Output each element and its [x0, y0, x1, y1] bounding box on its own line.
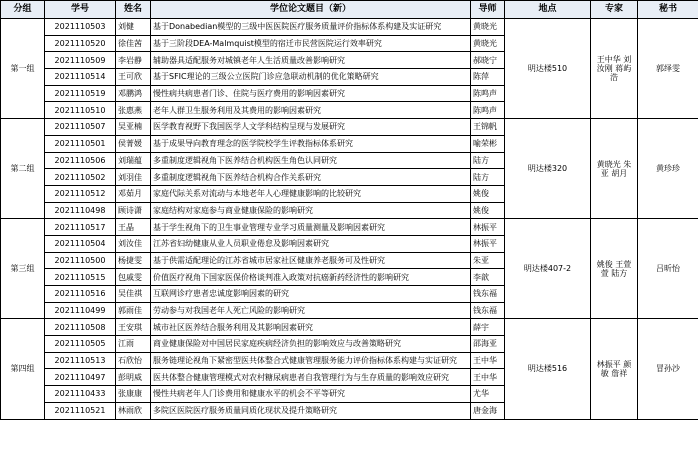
- advisor-name: 王锦帆: [471, 119, 505, 136]
- thesis-title: 商业健康保险对中国居民家庭疾病经济负担的影响效应与改善策略研究: [151, 336, 471, 353]
- student-id: 2021110514: [45, 69, 116, 86]
- student-id: 2021110497: [45, 369, 116, 386]
- advisor-name: 陈萍: [471, 69, 505, 86]
- thesis-title: 医共体整合健康管理模式对农村糖尿病患者自我管理行为与生存质量的影响效应研究: [151, 369, 471, 386]
- student-name: 包戚雯: [116, 269, 151, 286]
- advisor-name: 王中华: [471, 369, 505, 386]
- secretary-name: 吕昕怡: [638, 219, 698, 319]
- student-id: 2021110520: [45, 35, 116, 52]
- secretary-name: 冒孙沙: [638, 319, 698, 419]
- student-id: 2021110513: [45, 352, 116, 369]
- defense-location: 明达楼510: [505, 19, 591, 119]
- student-id: 2021110519: [45, 85, 116, 102]
- student-name: 邓鹏鸿: [116, 85, 151, 102]
- student-id: 2021110506: [45, 152, 116, 169]
- student-name: 彭明威: [116, 369, 151, 386]
- student-id: 2021110433: [45, 386, 116, 403]
- thesis-title: 家庭代际关系对流动与本地老年人心理健康影响的比较研究: [151, 185, 471, 202]
- thesis-title: 辅助器具适配服务对城镇老年人生活质量改善影响研究: [151, 52, 471, 69]
- thesis-title: 慢性病共病患者门诊、住院与医疗费用的影响因素研究: [151, 85, 471, 102]
- student-name: 石欣怡: [116, 352, 151, 369]
- student-id: 2021110508: [45, 319, 116, 336]
- group-label: 第一组: [1, 19, 45, 119]
- advisor-name: 黄晓光: [471, 35, 505, 52]
- group-label: 第四组: [1, 319, 45, 419]
- student-name: 侯菁媛: [116, 135, 151, 152]
- advisor-name: 姚俊: [471, 185, 505, 202]
- student-name: 郭雨佳: [116, 302, 151, 319]
- table-row: [1, 19, 698, 36]
- expert-names: 姚俊 王萱萱 陆方: [591, 219, 638, 319]
- table-body: [1, 19, 698, 420]
- student-id: 2021110517: [45, 219, 116, 236]
- expert-names: 王中华 刘汝刚 蒋屿浩: [591, 19, 638, 119]
- student-name: 李岩静: [116, 52, 151, 69]
- advisor-name: 林振平: [471, 235, 505, 252]
- thesis-title: 基于SFIC理论的三级公立医院门诊应急联动机制的优化策略研究: [151, 69, 471, 86]
- student-name: 邓茹月: [116, 185, 151, 202]
- student-id: 2021110507: [45, 119, 116, 136]
- student-id: 2021110510: [45, 102, 116, 119]
- student-name: 刘健: [116, 19, 151, 36]
- student-name: 江雨: [116, 336, 151, 353]
- advisor-name: 邵海亚: [471, 336, 505, 353]
- student-id: 2021110500: [45, 252, 116, 269]
- student-name: 王可欣: [116, 69, 151, 86]
- thesis-title: 基于三阶段DEA-Malmquist模型的宿迁市民营医院运行效率研究: [151, 35, 471, 52]
- student-id: 2021110503: [45, 19, 116, 36]
- header-location: 地点: [505, 1, 591, 19]
- thesis-title: 基于供需适配理论的江苏省城市居家社区健康养老服务可及性研究: [151, 252, 471, 269]
- table-row: [1, 319, 698, 336]
- header-id: 学号: [45, 1, 116, 19]
- advisor-name: 姚俊: [471, 202, 505, 219]
- header-row: [1, 1, 698, 19]
- defense-location: 明达楼320: [505, 119, 591, 219]
- thesis-title: 劳动参与对我国老年人死亡风险的影响研究: [151, 302, 471, 319]
- student-name: 王晶: [116, 219, 151, 236]
- student-id: 2021110502: [45, 169, 116, 186]
- thesis-title: 基于学生视角下的卫生事业管理专业学习质量测量及影响因素研究: [151, 219, 471, 236]
- advisor-name: 薛宇: [471, 319, 505, 336]
- group-label: 第二组: [1, 119, 45, 219]
- student-id: 2021110504: [45, 235, 116, 252]
- student-id: 2021110501: [45, 135, 116, 152]
- thesis-title: 慢性共病老年人门诊费用和健康水平的机会不平等研究: [151, 386, 471, 403]
- student-name: 刘羽佳: [116, 169, 151, 186]
- advisor-name: 尤华: [471, 386, 505, 403]
- advisor-name: 陆方: [471, 152, 505, 169]
- student-name: 张康康: [116, 386, 151, 403]
- student-name: 张惠燕: [116, 102, 151, 119]
- advisor-name: 陈鸣声: [471, 102, 505, 119]
- student-name: 杨捷雯: [116, 252, 151, 269]
- expert-names: 林振平 颜敏 詹祥: [591, 319, 638, 419]
- student-id: 2021110509: [45, 52, 116, 69]
- advisor-name: 钱东福: [471, 302, 505, 319]
- thesis-title: 江苏省妇幼健康从业人员职业倦怠及影响因素研究: [151, 235, 471, 252]
- header-secretary: 秘书: [638, 1, 698, 19]
- thesis-title: 家庭结构对家庭参与商业健康保险的影响研究: [151, 202, 471, 219]
- thesis-title: 多院区医院医疗服务质量同质化现状及提升策略研究: [151, 402, 471, 419]
- secretary-name: 黄珍珍: [638, 119, 698, 219]
- header-title: 学位论文题目（新）: [151, 1, 471, 19]
- student-id: 2021110521: [45, 402, 116, 419]
- expert-names: 黄晓光 朱亚 胡月: [591, 119, 638, 219]
- advisor-name: 唐金海: [471, 402, 505, 419]
- advisor-name: 陈鸣声: [471, 85, 505, 102]
- student-name: 刘汝佳: [116, 235, 151, 252]
- student-id: 2021110498: [45, 202, 116, 219]
- student-name: 徐佳茜: [116, 35, 151, 52]
- advisor-name: 喻荣彬: [471, 135, 505, 152]
- advisor-name: 钱东福: [471, 286, 505, 303]
- group-label: 第三组: [1, 219, 45, 319]
- advisor-name: 陆方: [471, 169, 505, 186]
- advisor-name: 黄晓光: [471, 19, 505, 36]
- thesis-title: 多重制度逻辑视角下医养结合机构医生角色认同研究: [151, 152, 471, 169]
- advisor-name: 朱亚: [471, 252, 505, 269]
- student-name: 林雨欣: [116, 402, 151, 419]
- table-row: [1, 119, 698, 136]
- advisor-name: 林振平: [471, 219, 505, 236]
- student-id: 2021110515: [45, 269, 116, 286]
- thesis-title: 服务链理论视角下紧密型医共体整合式健康管理服务能力评价指标体系构建与实证研究: [151, 352, 471, 369]
- thesis-title: 医学教育视野下我国医学人文学科结构呈现与发展研究: [151, 119, 471, 136]
- header-expert: 专家: [591, 1, 638, 19]
- thesis-title: 老年人群卫生服务利用及其费用的影响因素研究: [151, 102, 471, 119]
- advisor-name: 李歆: [471, 269, 505, 286]
- thesis-title: 基于成果导向教育理念的医学院校学生评教指标体系研究: [151, 135, 471, 152]
- defense-location: 明达楼516: [505, 319, 591, 419]
- student-name: 王安琪: [116, 319, 151, 336]
- defense-location: 明达楼407-2: [505, 219, 591, 319]
- student-id: 2021110499: [45, 302, 116, 319]
- student-id: 2021110516: [45, 286, 116, 303]
- thesis-title: 多重制度逻辑视角下医养结合机构合作关系研究: [151, 169, 471, 186]
- thesis-title: 价值医疗视角下国家医保价格谈判准入政策对抗癌新药经济性的影响研究: [151, 269, 471, 286]
- advisor-name: 王中华: [471, 352, 505, 369]
- student-name: 吴佳祺: [116, 286, 151, 303]
- thesis-title: 基于Donabedian模型的三级中医医院医疗服务质量评价指标体系构建及实证研究: [151, 19, 471, 36]
- student-name: 吴亚楠: [116, 119, 151, 136]
- thesis-title: 城市社区医养结合服务利用及其影响因素研究: [151, 319, 471, 336]
- secretary-name: 郭绎雯: [638, 19, 698, 119]
- table-row: [1, 219, 698, 236]
- student-name: 顾诗潇: [116, 202, 151, 219]
- header-group: 分组: [1, 1, 45, 19]
- thesis-title: 互联网诊疗患者忠诚度影响因素的研究: [151, 286, 471, 303]
- header-advisor: 导师: [471, 1, 505, 19]
- advisor-name: 郝晓宁: [471, 52, 505, 69]
- student-id: 2021110505: [45, 336, 116, 353]
- student-id: 2021110512: [45, 185, 116, 202]
- student-name: 刘瑞蕴: [116, 152, 151, 169]
- header-name: 姓名: [116, 1, 151, 19]
